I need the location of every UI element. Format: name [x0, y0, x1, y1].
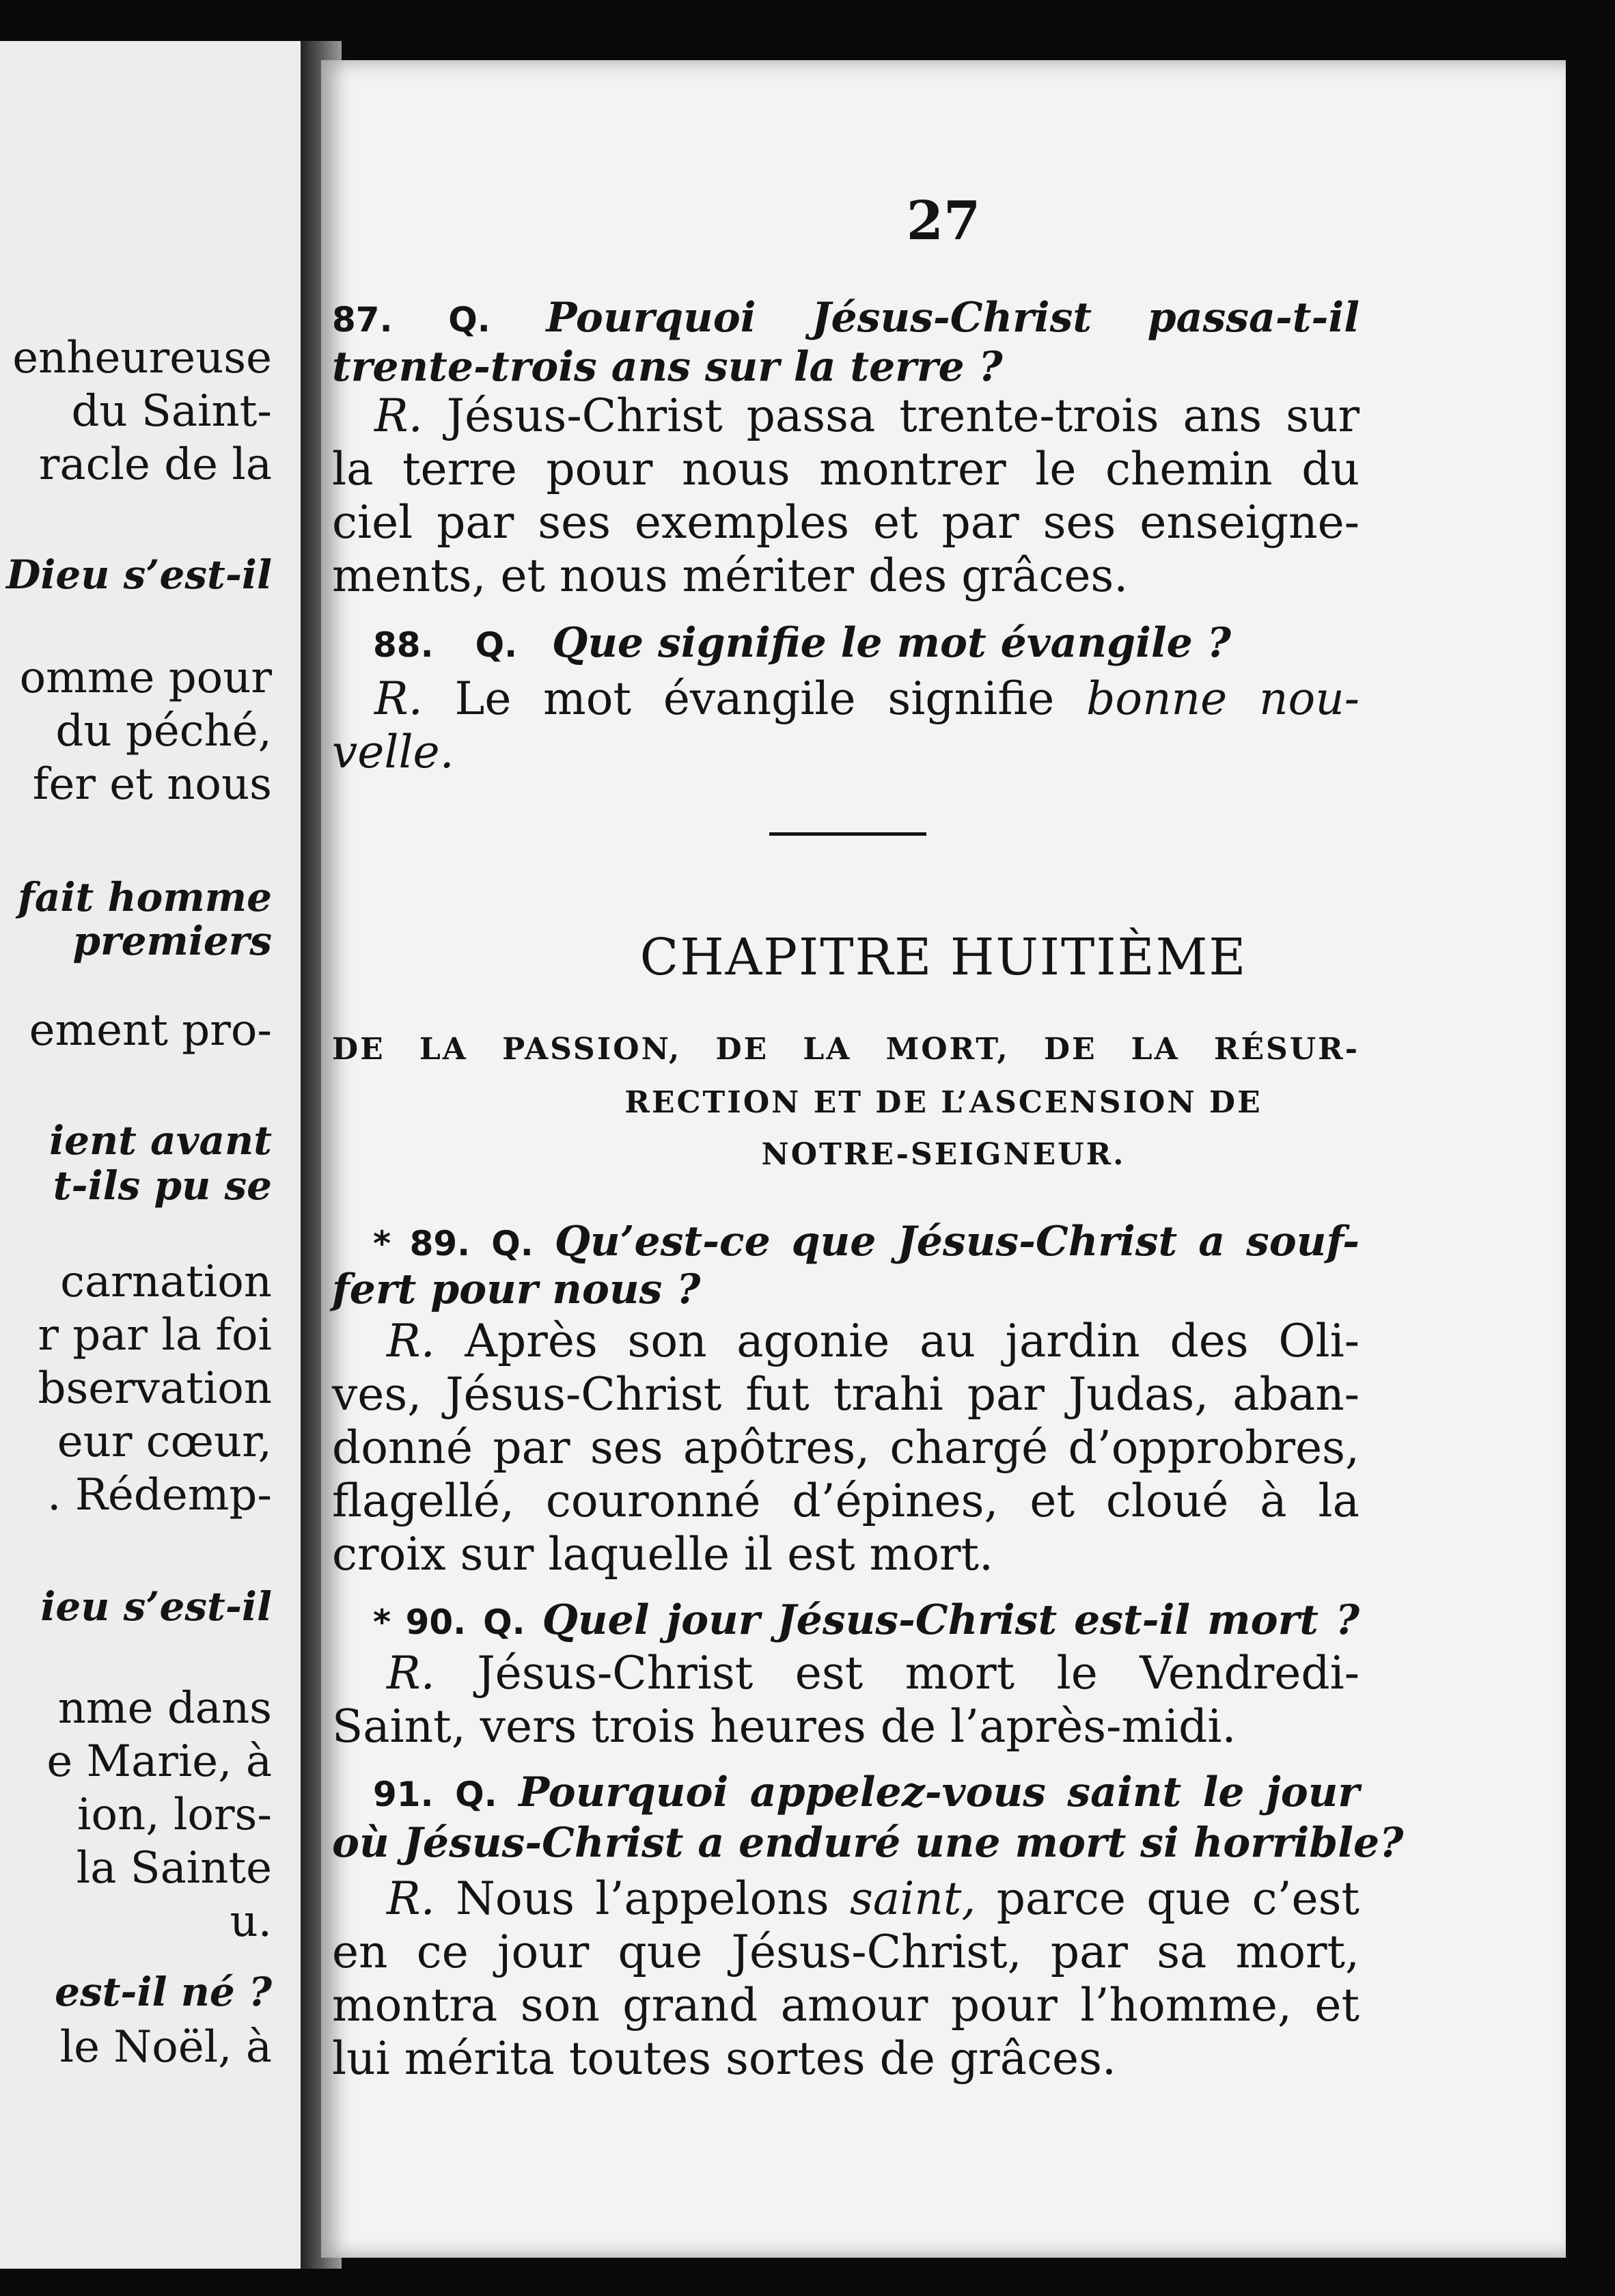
answer-88: R. Le mot évangile signifie bonne nou- — [374, 672, 1359, 725]
question-88: 88. Q. Que signifie le mot évangile ? — [373, 619, 1231, 667]
page-number: 27 — [906, 190, 981, 252]
answer-89-line4: flagellé, couronné d’épines, et cloué à la — [332, 1475, 1359, 1527]
left-page-line: carnation — [60, 1257, 272, 1307]
left-facing-page — [0, 41, 301, 2269]
answer-87: R. Jésus-Christ passa trente-trois ans sur — [374, 390, 1360, 442]
left-page-line: enheureuse — [12, 333, 272, 383]
left-page-line: racle de la — [38, 439, 272, 490]
left-page-line: ion, lors- — [77, 1790, 272, 1840]
left-page-line: fer et nous — [32, 759, 272, 810]
answer-91-line4: lui mérita toutes sortes de grâces. — [332, 2032, 1116, 2085]
left-page-line: r par la foi — [38, 1310, 272, 1361]
left-page-line: du Saint- — [71, 386, 272, 437]
question-89: * 89. Q. Qu’est-ce que Jésus-Christ a souf- — [373, 1218, 1359, 1266]
answer-87-line2: la terre pour nous montrer le chemin du — [332, 443, 1359, 495]
left-page-line: ement pro- — [29, 1005, 272, 1056]
left-page-line: Dieu s’est-il — [6, 551, 272, 598]
left-page-line: du péché, — [55, 706, 272, 756]
left-page-line: ieu s’est-il — [40, 1583, 272, 1630]
left-page-line: u. — [230, 1896, 272, 1947]
left-page-line: nme dans — [57, 1683, 272, 1734]
answer-89: R. Après son agonie au jardin des Oli- — [387, 1315, 1359, 1367]
chapter-subtitle-line2: RECTION ET DE L’ASCENSION DE — [624, 1085, 1262, 1120]
section-divider — [769, 832, 926, 836]
answer-87-line4: ments, et nous mériter des grâces. — [332, 549, 1129, 602]
left-page-line: premiers — [72, 918, 272, 964]
chapter-subtitle-line3: NOTRE-SEIGNEUR. — [761, 1137, 1126, 1172]
question-87-cont: trente-trois ans sur la terre ? — [332, 343, 1003, 391]
right-page — [321, 60, 1566, 2258]
answer-91: R. Nous l’appelons saint, parce que c’est — [387, 1872, 1360, 1925]
chapter-title: CHAPITRE HUITIÈME — [639, 928, 1247, 987]
left-page-line: eur cœur, — [57, 1417, 272, 1467]
left-page-line: la Sainte — [76, 1843, 272, 1894]
answer-91-line3: montra son grand amour pour l’homme, et — [332, 1979, 1359, 2032]
question-91: 91. Q. Pourquoi appelez-vous saint le jour — [373, 1768, 1360, 1816]
left-page-line: . Rédemp- — [47, 1470, 272, 1520]
left-page-line: ient avant — [49, 1117, 272, 1164]
question-89-cont: fert pour nous ? — [332, 1266, 701, 1313]
left-page-line: omme pour — [19, 653, 272, 703]
left-page-line: t-ils pu se — [53, 1162, 272, 1209]
answer-87-line3: ciel par ses exemples et par ses enseigne- — [332, 496, 1359, 549]
left-page-line: bservation — [38, 1363, 272, 1414]
left-page-line: est-il né ? — [55, 1969, 272, 2015]
question-87: 87. Q. Pourquoi Jésus-Christ passa-t-il — [332, 294, 1360, 342]
answer-90: R. Jésus-Christ est mort le Vendredi- — [387, 1647, 1359, 1699]
answer-89-line3: donné par ses apôtres, chargé d’opprobres, — [332, 1421, 1359, 1474]
left-page-line: fait homme — [17, 874, 272, 920]
answer-90-line2: Saint, vers trois heures de l’après-midi. — [332, 1700, 1237, 1753]
left-page-line: e Marie, à — [46, 1736, 272, 1787]
left-page-line: le Noël, à — [59, 2022, 272, 2073]
chapter-subtitle-line1: DE LA PASSION, DE LA MORT, DE LA RÉSUR- — [332, 1032, 1359, 1067]
question-90: * 90. Q. Quel jour Jésus-Christ est-il mort ? — [373, 1596, 1360, 1644]
answer-89-line5: croix sur laquelle il est mort. — [332, 1528, 993, 1581]
question-91-cont: où Jésus-Christ a enduré une mort si horrible? — [332, 1819, 1404, 1867]
answer-89-line2: ves, Jésus-Christ fut trahi par Judas, aban- — [332, 1368, 1359, 1421]
answer-88-line2: velle. — [332, 726, 454, 778]
answer-91-line2: en ce jour que Jésus-Christ, par sa mort, — [332, 1926, 1359, 1978]
